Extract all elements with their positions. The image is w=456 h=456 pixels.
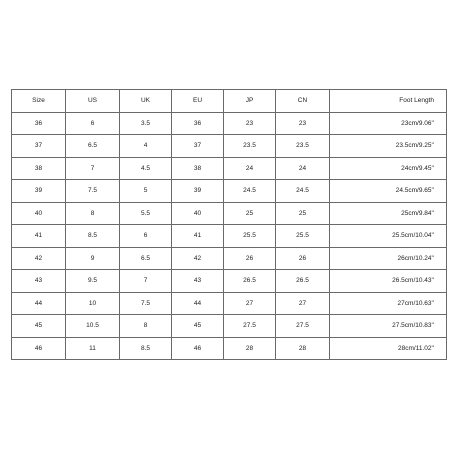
cell-cn: 25 [276, 202, 330, 225]
cell-size: 38 [12, 157, 66, 180]
cell-us: 8.5 [66, 225, 120, 248]
cell-us: 9 [66, 247, 120, 270]
cell-jp: 24.5 [224, 180, 276, 203]
cell-us: 11 [66, 337, 120, 360]
cell-jp: 25.5 [224, 225, 276, 248]
cell-cn: 27 [276, 292, 330, 315]
cell-size: 41 [12, 225, 66, 248]
cell-uk: 3.5 [120, 112, 172, 135]
header-eu: EU [172, 90, 224, 113]
cell-uk: 6 [120, 225, 172, 248]
cell-jp: 23 [224, 112, 276, 135]
cell-foot-length: 26cm/10.24'' [330, 247, 447, 270]
header-jp: JP [224, 90, 276, 113]
cell-cn: 23 [276, 112, 330, 135]
table-row [12, 202, 447, 225]
cell-foot-length: 26.5cm/10.43'' [330, 270, 447, 293]
header-uk: UK [120, 90, 172, 113]
cell-us: 7.5 [66, 180, 120, 203]
table-row [12, 292, 447, 315]
cell-size: 42 [12, 247, 66, 270]
cell-eu: 38 [172, 157, 224, 180]
cell-size: 44 [12, 292, 66, 315]
cell-cn: 26.5 [276, 270, 330, 293]
cell-size: 43 [12, 270, 66, 293]
cell-us: 6.5 [66, 135, 120, 158]
cell-foot-length: 25cm/9.84'' [330, 202, 447, 225]
cell-uk: 5.5 [120, 202, 172, 225]
size-chart-body [12, 112, 447, 360]
table-row [12, 270, 447, 293]
header-row [12, 90, 447, 113]
table-row [12, 112, 447, 135]
cell-eu: 36 [172, 112, 224, 135]
cell-cn: 24.5 [276, 180, 330, 203]
cell-jp: 27.5 [224, 315, 276, 338]
cell-eu: 44 [172, 292, 224, 315]
cell-uk: 8 [120, 315, 172, 338]
cell-eu: 39 [172, 180, 224, 203]
cell-eu: 41 [172, 225, 224, 248]
table-row [12, 337, 447, 360]
table-row [12, 315, 447, 338]
cell-jp: 26.5 [224, 270, 276, 293]
size-chart-table [11, 89, 447, 360]
cell-size: 37 [12, 135, 66, 158]
cell-size: 45 [12, 315, 66, 338]
table-row [12, 225, 447, 248]
cell-uk: 4 [120, 135, 172, 158]
cell-uk: 4.5 [120, 157, 172, 180]
cell-eu: 40 [172, 202, 224, 225]
cell-uk: 8.5 [120, 337, 172, 360]
cell-us: 10.5 [66, 315, 120, 338]
cell-uk: 7 [120, 270, 172, 293]
cell-jp: 25 [224, 202, 276, 225]
cell-cn: 25.5 [276, 225, 330, 248]
header-cn: CN [276, 90, 330, 113]
cell-size: 36 [12, 112, 66, 135]
cell-size: 40 [12, 202, 66, 225]
cell-us: 8 [66, 202, 120, 225]
cell-foot-length: 24.5cm/9.65'' [330, 180, 447, 203]
cell-cn: 28 [276, 337, 330, 360]
header-us: US [66, 90, 120, 113]
cell-eu: 45 [172, 315, 224, 338]
table-row [12, 135, 447, 158]
cell-eu: 46 [172, 337, 224, 360]
cell-uk: 6.5 [120, 247, 172, 270]
cell-foot-length: 23.5cm/9.25'' [330, 135, 447, 158]
cell-foot-length: 27cm/10.63'' [330, 292, 447, 315]
cell-cn: 23.5 [276, 135, 330, 158]
cell-jp: 23.5 [224, 135, 276, 158]
header-foot-length: Foot Length [330, 90, 447, 113]
header-size: Size [12, 90, 66, 113]
cell-jp: 27 [224, 292, 276, 315]
cell-uk: 5 [120, 180, 172, 203]
cell-foot-length: 28cm/11.02'' [330, 337, 447, 360]
cell-foot-length: 25.5cm/10.04'' [330, 225, 447, 248]
cell-uk: 7.5 [120, 292, 172, 315]
cell-size: 39 [12, 180, 66, 203]
cell-cn: 24 [276, 157, 330, 180]
table-row [12, 247, 447, 270]
cell-us: 6 [66, 112, 120, 135]
cell-foot-length: 23cm/9.06'' [330, 112, 447, 135]
cell-cn: 27.5 [276, 315, 330, 338]
cell-eu: 43 [172, 270, 224, 293]
cell-cn: 26 [276, 247, 330, 270]
cell-us: 7 [66, 157, 120, 180]
cell-jp: 24 [224, 157, 276, 180]
cell-size: 46 [12, 337, 66, 360]
cell-foot-length: 24cm/9.45'' [330, 157, 447, 180]
cell-foot-length: 27.5cm/10.83'' [330, 315, 447, 338]
cell-eu: 37 [172, 135, 224, 158]
cell-eu: 42 [172, 247, 224, 270]
cell-us: 10 [66, 292, 120, 315]
cell-jp: 26 [224, 247, 276, 270]
cell-us: 9.5 [66, 270, 120, 293]
cell-jp: 28 [224, 337, 276, 360]
table-row [12, 180, 447, 203]
table-row [12, 157, 447, 180]
